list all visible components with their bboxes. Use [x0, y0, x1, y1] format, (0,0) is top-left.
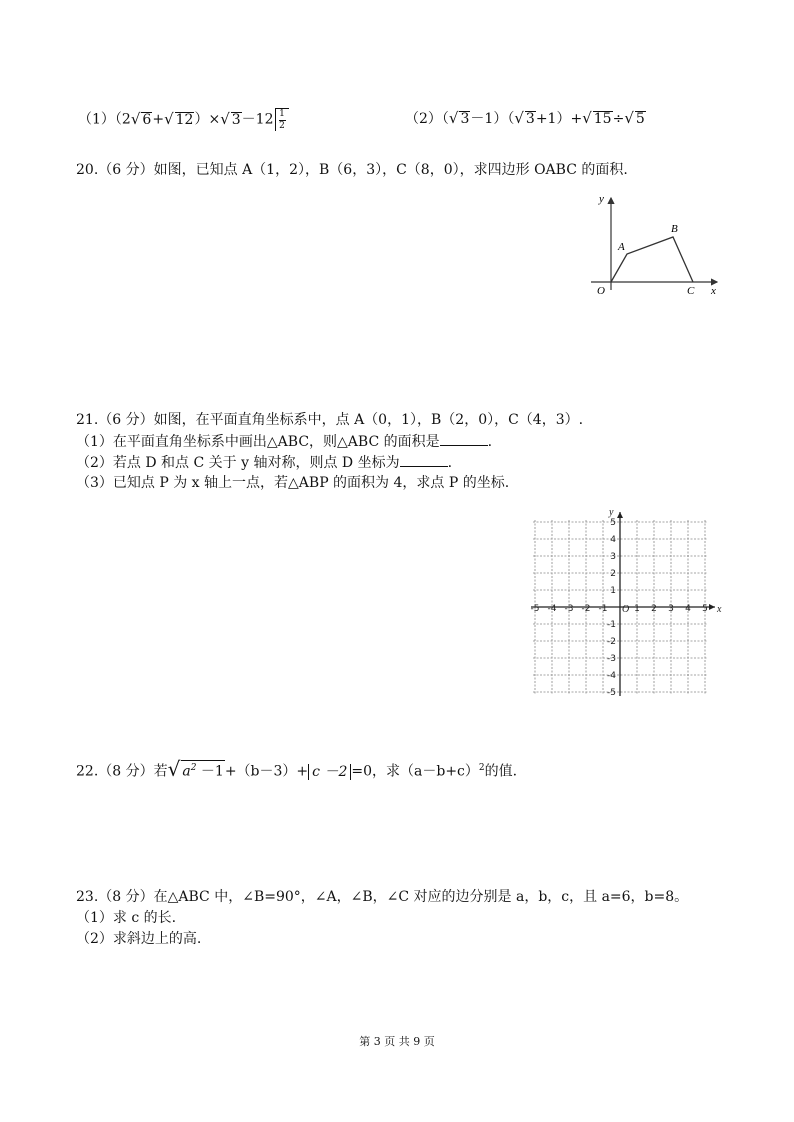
- q22-rad-exponent: 2: [190, 763, 197, 773]
- sqrt-icon: √: [448, 109, 459, 127]
- x-tick-label: -2: [581, 604, 591, 614]
- q21-sub1-text: （1）在平面直角坐标系中画出△ABC，则△ABC 的面积是: [76, 434, 440, 450]
- q19-part2-open: （: [441, 111, 449, 127]
- q23-sub1: （1）求 c 的长.: [76, 910, 177, 926]
- x-tick-label: -1: [598, 604, 608, 614]
- q19-part2-divide: ÷: [612, 111, 625, 127]
- x-tick-label: -3: [564, 604, 574, 614]
- q20-figure: [585, 190, 725, 300]
- page-footer: 第 3 页 共 9 页: [359, 1035, 435, 1048]
- y-tick-label: -4: [607, 671, 616, 681]
- q20-text: 20.（6 分）如图，已知点 A（1，2），B（6，3），C（8，0），求四边形 OABC 的面积.: [76, 162, 628, 178]
- q23-sub2: （2）求斜边上的高.: [76, 931, 202, 947]
- fraction-numerator: 1: [279, 109, 285, 119]
- q19-part2-label: （2）: [405, 111, 442, 127]
- q22-radicand: [181, 760, 224, 780]
- y-tick-label: 2: [610, 569, 616, 579]
- q21-sub1-end: .: [487, 434, 493, 450]
- y-tick-label: -3: [607, 654, 616, 664]
- x-tick-label: 1: [634, 604, 640, 614]
- q19-part2-radicand-3: 15: [593, 111, 612, 127]
- q20-x-label: x: [711, 285, 716, 297]
- x-tick-label: 4: [685, 604, 691, 614]
- answer-blank: [400, 452, 448, 467]
- q20-origin-label: O: [597, 285, 605, 297]
- q19-part1-label: （1）: [78, 111, 115, 128]
- q19-part2-radicand-4: 5: [635, 111, 645, 127]
- q21-sub3: （3）已知点 P 为 x 轴上一点，若△ABP 的面积为 4，求点 P 的坐标.: [76, 475, 510, 491]
- sqrt-icon: √: [130, 109, 141, 128]
- q19-part1-close-times: ）×: [194, 111, 221, 128]
- q19-part1-radicand-1: 6: [142, 111, 152, 128]
- x-tick-label: -4: [547, 604, 557, 614]
- x-axis-label: x: [717, 604, 722, 615]
- q19-part1-minus12: －12: [241, 111, 274, 128]
- y-tick-label: 3: [610, 552, 616, 562]
- q22-rad-rest: －1: [196, 763, 224, 780]
- sqrt-icon: √: [164, 109, 174, 128]
- q22: [76, 757, 517, 783]
- y-tick-label: -2: [607, 637, 616, 647]
- q19-part2-radicand-1: 3: [460, 111, 470, 127]
- q19-part2: [405, 108, 646, 129]
- sqrt-icon: √: [220, 109, 230, 128]
- q19-part2-plus: +1）+: [535, 111, 583, 127]
- q19-part1: [78, 108, 289, 131]
- x-tick-label: -5: [530, 604, 540, 614]
- y-tick-label: 4: [610, 535, 616, 545]
- sqrt-icon: √: [624, 109, 634, 127]
- q21-coordinate-grid: [525, 500, 725, 700]
- y-tick-label: -5: [607, 688, 616, 698]
- q22-exponent: 2: [478, 763, 485, 773]
- q19-part1-open: （2: [114, 111, 131, 128]
- x-tick-label: 5: [702, 604, 708, 614]
- q20-point-B-label: B: [671, 223, 678, 235]
- q22-mid: +（b－3）+: [224, 763, 309, 780]
- fraction-denominator: 2: [279, 121, 285, 131]
- q21-sub1: [76, 431, 492, 452]
- y-axis-label: y: [609, 507, 614, 518]
- answer-blank: [440, 431, 488, 446]
- q20-point-A-label: A: [618, 241, 625, 253]
- q22-rad-a: a: [182, 763, 191, 780]
- q20-point-C-label: C: [687, 285, 695, 297]
- q21-sub2-text: （2）若点 D 和点 C 关于 y 轴对称，则点 D 坐标为: [76, 455, 400, 471]
- sqrt-icon: √: [582, 109, 592, 127]
- x-axis-arrow-icon: [709, 604, 715, 610]
- q20-y-label: y: [599, 193, 604, 205]
- origin-label: O: [622, 604, 630, 615]
- q19-part1-plus: +: [152, 111, 165, 128]
- q23-stem: 23.（8 分）在△ABC 中，∠B=90°，∠A，∠B，∠C 对应的边分别是 a，b，c，且 a=6，b=8。: [76, 889, 689, 905]
- q19-part2-minus: －1）（: [470, 111, 515, 127]
- y-tick-label: -1: [607, 620, 616, 630]
- q22-post: =0，求（a－b+c）: [351, 763, 479, 780]
- q21-sub2-end: .: [447, 455, 453, 471]
- x-tick-label: 2: [651, 604, 657, 614]
- q21-sub2: [76, 452, 452, 473]
- y-tick-label: 5: [610, 518, 616, 528]
- y-tick-label: 1: [610, 586, 616, 596]
- q22-pre: 22.（8 分）若: [76, 763, 168, 780]
- sqrt-icon: √: [167, 756, 181, 781]
- q21-stem: 21.（6 分）如图，在平面直角坐标系中，点 A（0，1），B（2，0），C（4，3）.: [76, 412, 584, 428]
- q19-part1-sqrt-fraction: [275, 108, 289, 131]
- q22-absolute-value: c －2: [308, 764, 351, 780]
- q19-part1-radicand-3: 3: [231, 111, 241, 128]
- x-tick-label: 3: [668, 604, 674, 614]
- q19-part2-radicand-2: 3: [525, 111, 535, 127]
- y-axis-arrow-icon: [617, 512, 623, 518]
- q19-part1-radicand-2: 12: [175, 111, 194, 128]
- q22-tail: 的值.: [484, 763, 518, 780]
- sqrt-icon: √: [514, 109, 524, 127]
